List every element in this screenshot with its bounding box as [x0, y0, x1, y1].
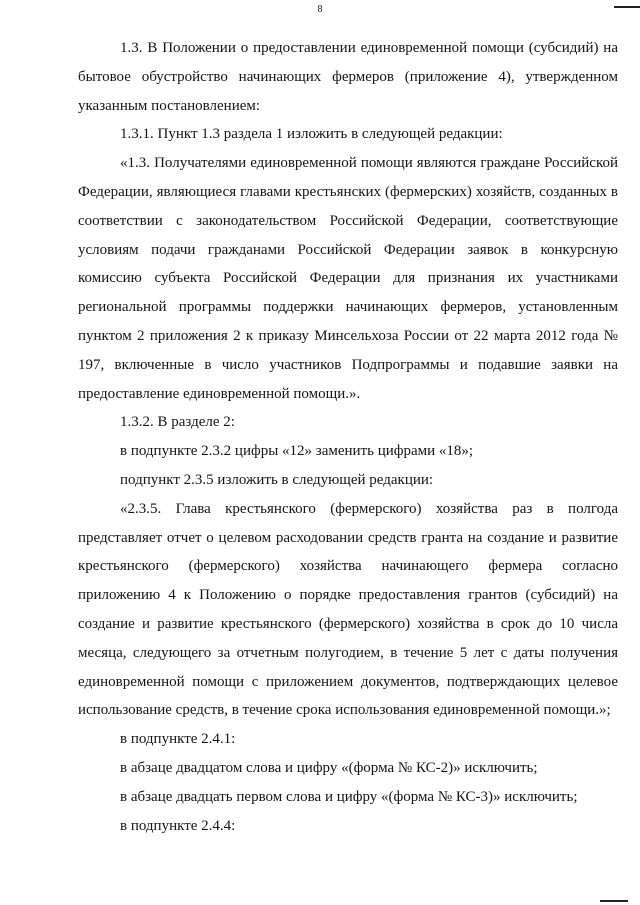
paragraph-subpoint-2-4-4: в подпункте 2.4.4:: [120, 817, 236, 834]
paragraph-abzac-20: в абзаце двадцатом слова и цифру «(форма № КС-2)» исключить;: [120, 759, 538, 776]
paragraph-1-3-1: 1.3.1. Пункт 1.3 раздела 1 изложить в следующей редакции:: [120, 126, 503, 143]
scan-corner-mark-bottom: [600, 900, 628, 902]
paragraph-quoted-1-3: «1.3. Получателями единовременной помощи являются граждане Российской Федерации, являющиеся главами крестьянских (фермерских) хозяйств, созданных в соответствии с законодательством Российской Федерации, соответствующие условиям подачи гражданами Российской Федерации заявок в конкурсную комиссию субъекта Российской Федерации для признания их участниками региональной программы поддержки начинающих фермеров, установленным пунктом 2 приложения 2 к приказу Минсельхоза России от 22 марта 2012 года № 197, включенные в число участников Подпрограммы и подавшие заявки на предоставление единовременной помощи.».: [78, 155, 618, 402]
paragraph-1-3-2: 1.3.2. В разделе 2:: [120, 414, 235, 431]
document-body: [78, 34, 618, 840]
paragraph-quoted-2-3-5: «2.3.5. Глава крестьянского (фермерского) хозяйства раз в полгода представляет отчет о целевом расходовании средств гранта на создание и развитие крестьянского (фермерского) хозяйства начинающего фермера согласно приложению 4 к Положению о порядке предоставления грантов (субсидий) на создание и развитие крестьянского (фермерского) хозяйства в срок до 10 числа месяца, следующего за отчетным полугодием, в течение 5 лет с даты получения единовременной помощи с приложением документов, подтверждающих целевое использование средств, в течение срока использования единовременной помощи.»;: [78, 500, 618, 719]
page-number: 8: [317, 4, 323, 15]
paragraph-abzac-21: в абзаце двадцать первом слова и цифру «(форма № КС-3)» исключить;: [120, 788, 578, 805]
paragraph-subpoint-2-3-2: в подпункте 2.3.2 цифры «12» заменить цифрами «18»;: [120, 443, 474, 460]
paragraph-1-3-intro: 1.3. В Положении о предоставлении единовременной помощи (субсидий) на бытовое обустройство начинающих фермеров (приложение 4), утвержденном указанным постановлением:: [78, 40, 618, 114]
paragraph-subpoint-2-4-1: в подпункте 2.4.1:: [120, 731, 236, 748]
paragraph-subpoint-2-3-5: подпункт 2.3.5 изложить в следующей редакции:: [120, 471, 434, 488]
